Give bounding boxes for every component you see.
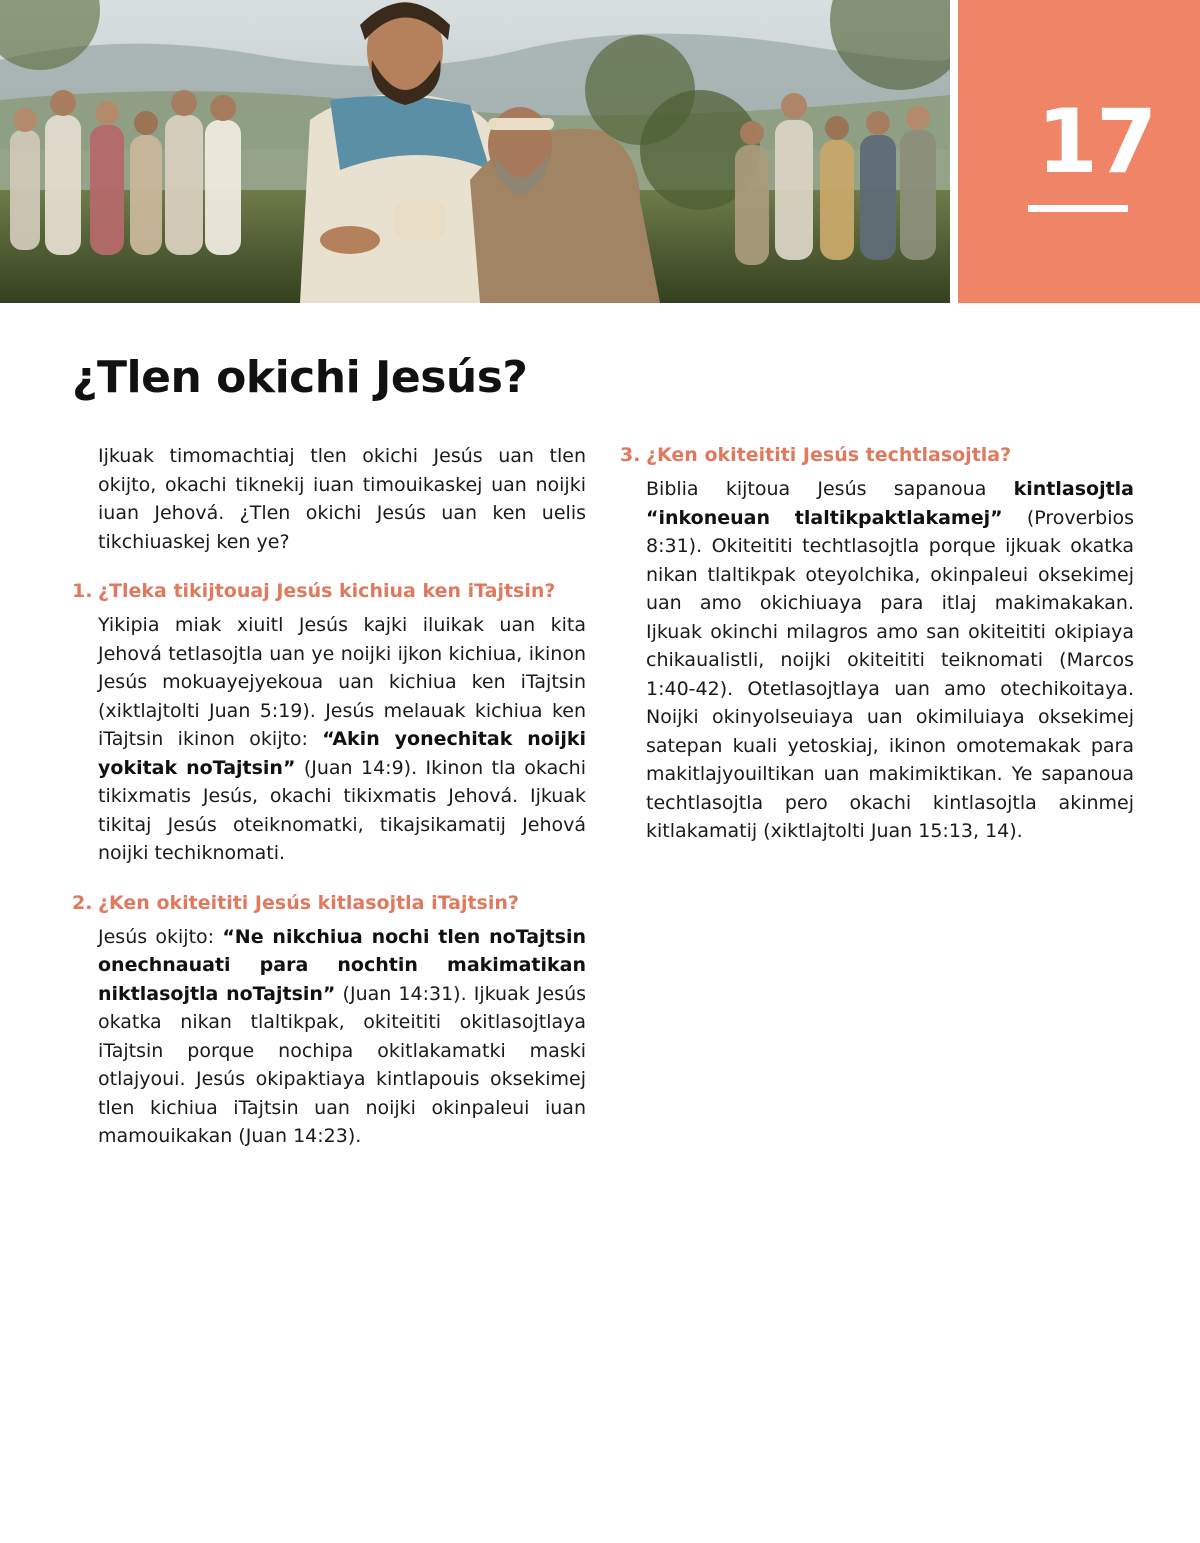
left-column bbox=[72, 442, 586, 1151]
question-1 bbox=[72, 578, 586, 605]
question-2 bbox=[72, 890, 586, 917]
answer-text: Jesús okijto: bbox=[98, 925, 223, 948]
chapter-underline bbox=[1028, 205, 1128, 212]
question-text: ¿Ken okiteititi Jesús techtlasojtla? bbox=[646, 444, 1012, 466]
page-title: ¿Tlen okichi Jesús? bbox=[72, 352, 528, 403]
question-number: 1. bbox=[72, 580, 93, 602]
answer-quote: “Akin yonechitak noijki yokitak noTajtsin” bbox=[98, 728, 586, 779]
right-column bbox=[620, 442, 1134, 846]
answer-text: Yikipia miak xiuitl Jesús kajki iluikak uan kita Jehová tetlasojtla uan ye noijki ijkon kichiua, ikinon Jesús mokuayejyekoua uan kichiua ken iTajtsin (xiktlajtolti Juan 5:19). Jesús melauak kichiua ken iTajtsin ikinon okijto: bbox=[98, 614, 586, 750]
answer-1 bbox=[98, 611, 586, 868]
question-text: ¿Ken okiteititi Jesús kitlasojtla iTajtsin? bbox=[98, 891, 519, 914]
chapter-number: 17 bbox=[1036, 90, 1156, 193]
question-text: ¿Tleka tikijtouaj Jesús kichiua ken iTajtsin? bbox=[98, 580, 556, 602]
answer-2 bbox=[98, 923, 586, 1151]
illustration-jesus-healing bbox=[0, 0, 950, 303]
chapter-badge bbox=[958, 0, 1200, 303]
answer-quote: “Ne nikchiua nochi tlen noTajtsin onechnauati para nochtin makimatikan niktlasojtla noTajtsin” bbox=[98, 925, 586, 1005]
question-3 bbox=[620, 442, 1134, 469]
answer-3 bbox=[646, 475, 1134, 846]
answer-text: (Juan 14:9). Ikinon tla okachi tikixmatis Jesús, okachi tikixmatis Jehová. Ijkuak tikitaj Jesús oteiknomatki, tikajsikamatij Jehová noijki techiknomati. bbox=[98, 756, 586, 864]
answer-text: (Juan 14:31). Ijkuak Jesús okatka nikan tlaltikpak, okiteititi okitlasojtlaya iTajtsin porque nochipa okitlakamatki maski otlajyoui. Jesús okipaktiaya kintlapouis oksekimej tlen kichiua iTajtsin uan noijki okinpaleui iuan mamouikakan (Juan 14:23). bbox=[98, 982, 587, 1147]
hero-illustration bbox=[0, 0, 950, 303]
answer-text: Biblia kijtoua Jesús sapanoua bbox=[646, 478, 1014, 500]
question-number: 2. bbox=[72, 891, 93, 914]
question-number: 3. bbox=[620, 444, 641, 466]
answer-quote: kintlasojtla “inkoneuan tlaltikpaktlakamej” bbox=[646, 478, 1134, 529]
answer-text: (Proverbios 8:31). Okiteititi techtlasojtla porque ijkuak okatka nikan tlaltikpak oteyolchika, okinpaleui oksekimej uan amo okichiuaya para itlaj makimakakan. Ijkuak okinchi milagros amo san okiteititi okipiaya chikaualistli, noijki okiteititi teiknomati (Marcos 1:40-42). Otetlasojtlaya uan amo otechikoitaya. Noijki okinyolseuiaya uan okimiluiaya oksekimej satepan kuali yetoskiaj, ikinon omotemakak para makitlajyouiltikan uan makimiktikan. Ye sapanoua techtlasojtla pero okachi kintlasojtla akinmej kitlakamatij (xiktlajtolti Juan 15:13, 14). bbox=[646, 506, 1134, 842]
intro-paragraph: Ijkuak timomachtiaj tlen okichi Jesús uan tlen okijto, okachi tiknekij iuan timouikaskej uan noijki iuan Jehová. ¿Tlen okichi Jesús uan ken uelis tikchiuaskej ken ye? bbox=[98, 445, 586, 553]
